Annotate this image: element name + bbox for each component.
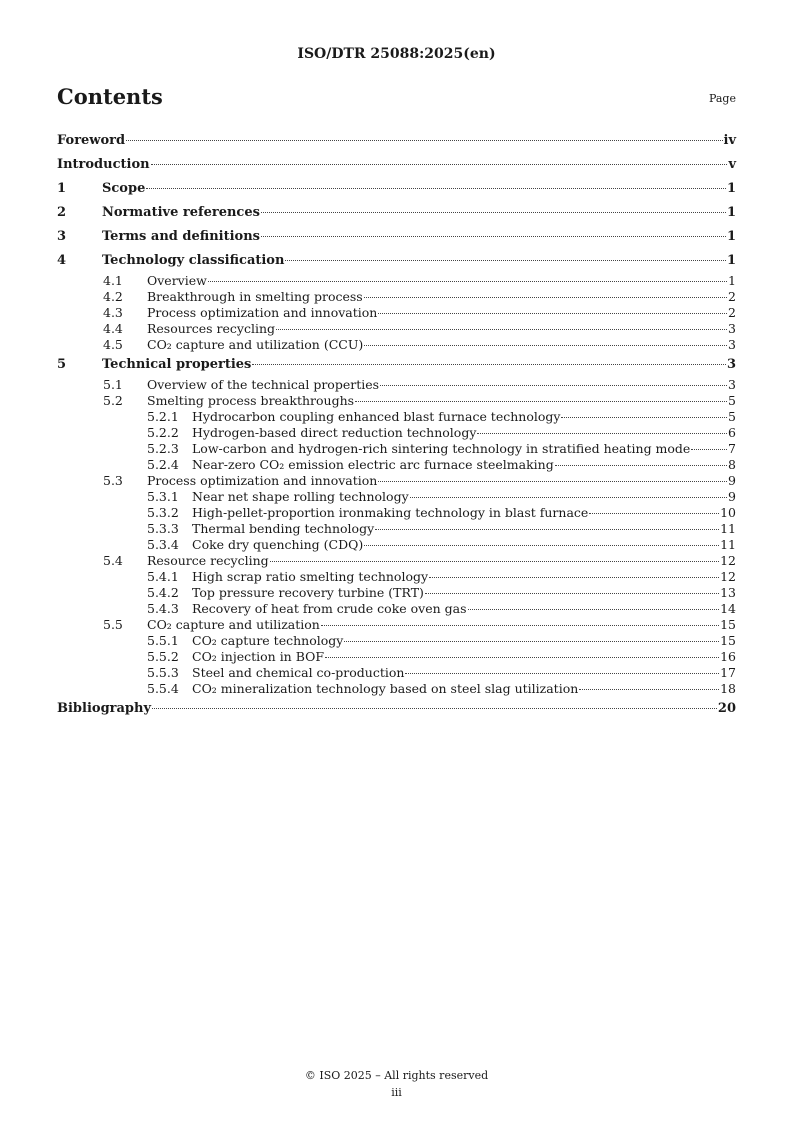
toc-leader-dots bbox=[276, 329, 727, 330]
toc-entry-page: 16 bbox=[720, 649, 736, 664]
toc-entry[interactable] bbox=[57, 505, 736, 521]
toc-entry-title: Near net shape rolling technology bbox=[192, 489, 409, 504]
toc-entry-title: CO₂ capture and utilization (CCU) bbox=[147, 337, 364, 352]
page-footer bbox=[0, 1067, 793, 1101]
toc-entry-page: 5 bbox=[728, 393, 736, 408]
toc-entry-number: 5.2.1 bbox=[147, 409, 179, 424]
toc-entry[interactable] bbox=[57, 649, 736, 665]
toc-entry-page: 1 bbox=[726, 205, 736, 220]
toc-leader-dots bbox=[410, 497, 727, 498]
toc-entry-page: 1 bbox=[726, 229, 736, 244]
contents-title: Contents bbox=[57, 84, 163, 109]
toc-entry-title: Normative references bbox=[102, 205, 260, 220]
toc-entry-number: 5.3 bbox=[103, 473, 123, 488]
toc-entry[interactable] bbox=[57, 377, 736, 393]
toc-entry-number: 4.2 bbox=[103, 289, 123, 304]
toc-leader-dots bbox=[285, 260, 726, 261]
toc-entry-number: 4.1 bbox=[103, 273, 123, 288]
toc-entry[interactable] bbox=[57, 393, 736, 409]
page-number: iii bbox=[391, 1086, 402, 1099]
toc-entry-page: 1 bbox=[726, 253, 736, 268]
toc-leader-dots bbox=[261, 236, 726, 237]
table-of-contents bbox=[57, 129, 736, 721]
toc-leader-dots bbox=[579, 689, 719, 690]
toc-leader-dots bbox=[380, 385, 727, 386]
toc-entry[interactable] bbox=[57, 681, 736, 697]
toc-entry-page: 11 bbox=[720, 521, 736, 536]
toc-entry-number: 4 bbox=[57, 253, 67, 268]
toc-entry-number: 5.2.4 bbox=[147, 457, 179, 472]
toc-entry-page: iv bbox=[723, 133, 736, 148]
toc-entry-page: 2 bbox=[728, 305, 736, 320]
toc-entry-page: 2 bbox=[728, 289, 736, 304]
toc-entry[interactable] bbox=[57, 153, 736, 177]
toc-entry-page: 3 bbox=[728, 337, 736, 352]
toc-entry[interactable] bbox=[57, 305, 736, 321]
toc-entry-page: 20 bbox=[717, 701, 736, 716]
toc-entry-number: 5.2.3 bbox=[147, 441, 179, 456]
toc-entry[interactable] bbox=[57, 457, 736, 473]
toc-entry[interactable] bbox=[57, 473, 736, 489]
toc-entry-number: 5 bbox=[57, 357, 67, 372]
toc-entry-page: 15 bbox=[720, 617, 736, 632]
toc-entry-title: Terms and definitions bbox=[102, 229, 260, 244]
toc-entry[interactable] bbox=[57, 697, 736, 721]
toc-entry-title: High scrap ratio smelting technology bbox=[192, 569, 429, 584]
toc-entry-title: Technical properties bbox=[102, 357, 252, 372]
toc-entry[interactable] bbox=[57, 617, 736, 633]
toc-entry-title: Resource recycling bbox=[147, 553, 269, 568]
toc-entry-page: v bbox=[728, 157, 736, 172]
toc-entry-number: 5.4 bbox=[103, 553, 123, 568]
toc-entry[interactable] bbox=[57, 633, 736, 649]
toc-entry-title: Top pressure recovery turbine (TRT) bbox=[192, 585, 424, 600]
toc-entry[interactable] bbox=[57, 201, 736, 225]
toc-entry-number: 5.3.1 bbox=[147, 489, 179, 504]
toc-leader-dots bbox=[589, 513, 719, 514]
toc-entry-page: 6 bbox=[728, 425, 736, 440]
toc-entry-number: 5.4.2 bbox=[147, 585, 179, 600]
toc-leader-dots bbox=[261, 212, 726, 213]
toc-leader-dots bbox=[405, 673, 719, 674]
toc-entry-title: Overview of the technical properties bbox=[147, 377, 380, 392]
toc-entry-title: Bibliography bbox=[57, 701, 152, 716]
toc-entry[interactable] bbox=[57, 321, 736, 337]
toc-entry-number: 5.2 bbox=[103, 393, 123, 408]
toc-leader-dots bbox=[375, 529, 719, 530]
toc-entry-number: 5.3.3 bbox=[147, 521, 179, 536]
toc-entry[interactable] bbox=[57, 289, 736, 305]
toc-entry[interactable] bbox=[57, 425, 736, 441]
toc-entry-title: Low-carbon and hydrogen-rich sintering technology in stratified heating mode bbox=[192, 441, 691, 456]
toc-entry[interactable] bbox=[57, 177, 736, 201]
toc-leader-dots bbox=[321, 625, 719, 626]
toc-entry[interactable] bbox=[57, 569, 736, 585]
toc-entry[interactable] bbox=[57, 129, 736, 153]
toc-entry-page: 9 bbox=[728, 473, 736, 488]
toc-entry-page: 1 bbox=[728, 273, 736, 288]
toc-entry-title: Process optimization and innovation bbox=[147, 305, 378, 320]
toc-entry[interactable] bbox=[57, 537, 736, 553]
toc-leader-dots bbox=[355, 401, 727, 402]
toc-entry-title: Resources recycling bbox=[147, 321, 276, 336]
toc-entry-title: Scope bbox=[102, 181, 146, 196]
toc-entry-number: 5.3.2 bbox=[147, 505, 179, 520]
toc-entry-number: 5.3.4 bbox=[147, 537, 179, 552]
toc-entry-page: 10 bbox=[720, 505, 736, 520]
toc-entry[interactable] bbox=[57, 489, 736, 505]
toc-entry-title: Thermal bending technology bbox=[192, 521, 375, 536]
toc-entry-title: Recovery of heat from crude coke oven gas bbox=[192, 601, 467, 616]
toc-entry-page: 7 bbox=[728, 441, 736, 456]
toc-leader-dots bbox=[152, 708, 717, 709]
toc-leader-dots bbox=[364, 545, 719, 546]
toc-leader-dots bbox=[378, 481, 727, 482]
toc-entry-title: CO₂ injection in BOF bbox=[192, 649, 325, 664]
toc-entry-title: High-pellet-proportion ironmaking technology in blast furnace bbox=[192, 505, 589, 520]
toc-entry-title: Overview bbox=[147, 273, 207, 288]
toc-leader-dots bbox=[344, 641, 719, 642]
toc-leader-dots bbox=[468, 609, 720, 610]
toc-entry[interactable] bbox=[57, 441, 736, 457]
toc-entry-title: CO₂ capture and utilization bbox=[147, 617, 320, 632]
toc-leader-dots bbox=[364, 297, 727, 298]
toc-entry-number: 5.5.4 bbox=[147, 681, 179, 696]
toc-entry-page: 3 bbox=[728, 377, 736, 392]
toc-leader-dots bbox=[208, 281, 727, 282]
toc-entry-number: 5.5.2 bbox=[147, 649, 179, 664]
toc-entry-number: 5.5.3 bbox=[147, 665, 179, 680]
toc-entry-title: Foreword bbox=[57, 133, 126, 148]
toc-entry-title: Smelting process breakthroughs bbox=[147, 393, 355, 408]
toc-entry-title: Hydrocarbon coupling enhanced blast furnace technology bbox=[192, 409, 561, 424]
toc-leader-dots bbox=[555, 465, 727, 466]
toc-leader-dots bbox=[126, 140, 722, 141]
toc-leader-dots bbox=[252, 364, 726, 365]
document-id-header: ISO/DTR 25088:2025(en) bbox=[297, 46, 496, 62]
toc-entry-number: 4.4 bbox=[103, 321, 123, 336]
toc-entry-page: 3 bbox=[728, 321, 736, 336]
toc-entry-number: 4.5 bbox=[103, 337, 123, 352]
toc-entry-number: 5.2.2 bbox=[147, 425, 179, 440]
toc-entry-number: 2 bbox=[57, 205, 67, 220]
toc-entry-title: Process optimization and innovation bbox=[147, 473, 378, 488]
toc-leader-dots bbox=[425, 593, 719, 594]
toc-entry-title: Coke dry quenching (CDQ) bbox=[192, 537, 364, 552]
toc-leader-dots bbox=[561, 417, 727, 418]
toc-entry-page: 9 bbox=[728, 489, 736, 504]
toc-entry-number: 5.4.3 bbox=[147, 601, 179, 616]
toc-entry[interactable] bbox=[57, 521, 736, 537]
toc-entry-title: Technology classification bbox=[102, 253, 285, 268]
toc-entry-title: Hydrogen-based direct reduction technology bbox=[192, 425, 477, 440]
toc-entry-number: 1 bbox=[57, 181, 67, 196]
toc-entry[interactable] bbox=[57, 553, 736, 569]
toc-entry-number: 3 bbox=[57, 229, 67, 244]
toc-entry-page: 1 bbox=[726, 181, 736, 196]
toc-entry[interactable] bbox=[57, 225, 736, 249]
toc-entry-page: 14 bbox=[720, 601, 736, 616]
toc-entry-number: 5.5 bbox=[103, 617, 123, 632]
toc-leader-dots bbox=[325, 657, 719, 658]
toc-entry[interactable] bbox=[57, 409, 736, 425]
toc-entry[interactable] bbox=[57, 353, 736, 377]
toc-leader-dots bbox=[477, 433, 727, 434]
toc-entry-number: 5.5.1 bbox=[147, 633, 179, 648]
toc-entry-page: 3 bbox=[726, 357, 736, 372]
toc-entry-page: 17 bbox=[720, 665, 736, 680]
toc-entry-number: 5.4.1 bbox=[147, 569, 179, 584]
toc-entry[interactable] bbox=[57, 585, 736, 601]
toc-leader-dots bbox=[364, 345, 727, 346]
toc-entry-page: 5 bbox=[728, 409, 736, 424]
toc-entry-title: Introduction bbox=[57, 157, 150, 172]
toc-leader-dots bbox=[691, 449, 727, 450]
toc-entry-title: Breakthrough in smelting process bbox=[147, 289, 363, 304]
toc-leader-dots bbox=[146, 188, 726, 189]
toc-entry-title: CO₂ mineralization technology based on steel slag utilization bbox=[192, 681, 579, 696]
toc-entry[interactable] bbox=[57, 249, 736, 273]
toc-entry-page: 15 bbox=[720, 633, 736, 648]
toc-entry-number: 4.3 bbox=[103, 305, 123, 320]
toc-entry-page: 12 bbox=[720, 553, 736, 568]
toc-entry-title: Near-zero CO₂ emission electric arc furnace steelmaking bbox=[192, 457, 554, 472]
toc-entry-page: 13 bbox=[720, 585, 736, 600]
toc-entry-page: 12 bbox=[720, 569, 736, 584]
toc-leader-dots bbox=[270, 561, 719, 562]
toc-leader-dots bbox=[151, 164, 728, 165]
toc-entry[interactable] bbox=[57, 273, 736, 289]
toc-leader-dots bbox=[429, 577, 719, 578]
toc-entry-page: 8 bbox=[728, 457, 736, 472]
toc-entry[interactable] bbox=[57, 601, 736, 617]
toc-leader-dots bbox=[378, 313, 727, 314]
toc-entry-number: 5.1 bbox=[103, 377, 123, 392]
toc-entry-page: 18 bbox=[720, 681, 736, 696]
page-column-label: Page bbox=[708, 92, 736, 105]
toc-entry-title: Steel and chemical co-production bbox=[192, 665, 405, 680]
toc-entry[interactable] bbox=[57, 665, 736, 681]
toc-entry-title: CO₂ capture technology bbox=[192, 633, 344, 648]
toc-entry-page: 11 bbox=[720, 537, 736, 552]
copyright-notice: © ISO 2025 – All rights reserved bbox=[304, 1069, 489, 1082]
toc-entry[interactable] bbox=[57, 337, 736, 353]
